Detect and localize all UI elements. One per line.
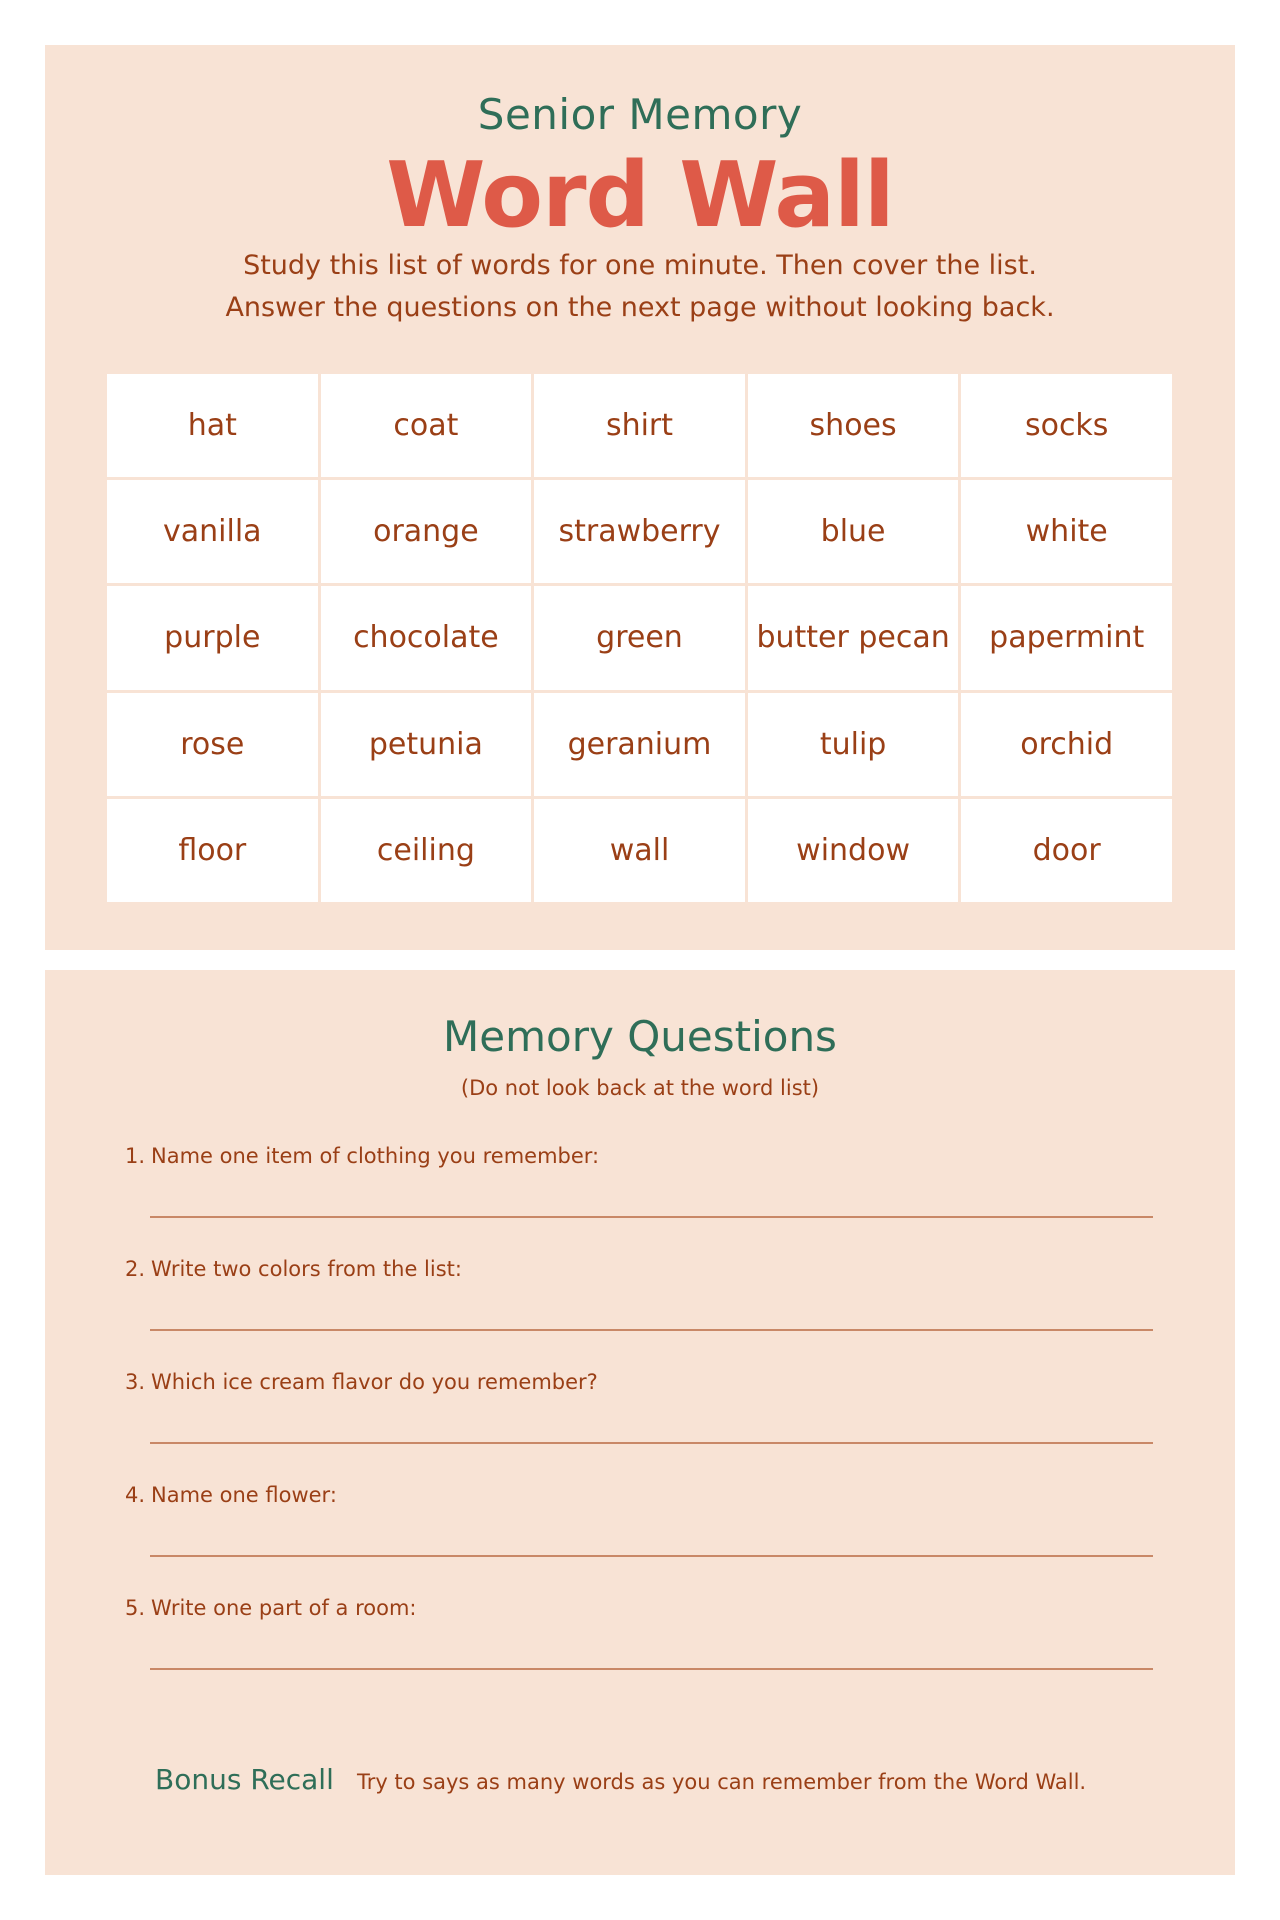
- word-cell: strawberry: [534, 480, 745, 583]
- answer-field-4[interactable]: [150, 1555, 1153, 1557]
- instructions: [45, 245, 1235, 329]
- answer-field-2[interactable]: [150, 1329, 1153, 1331]
- word-cell: orange: [321, 480, 532, 583]
- question-2: [125, 1257, 1155, 1357]
- word-cell: papermint: [961, 586, 1172, 689]
- word-cell: chocolate: [321, 586, 532, 689]
- question-3: [125, 1370, 1155, 1470]
- word-cell: window: [748, 799, 959, 902]
- word-cell: shoes: [748, 374, 959, 477]
- word-cell: door: [961, 799, 1172, 902]
- bonus-text: Try to says as many words as you can remember from the Word Wall.: [356, 1770, 1087, 1794]
- word-cell: tulip: [748, 693, 959, 796]
- instruction-line: Answer the questions on the next page without looking back.: [225, 292, 1055, 323]
- word-cell: butter pecan: [748, 586, 959, 689]
- word-cell: socks: [961, 374, 1172, 477]
- section-title: Memory Questions: [443, 1012, 837, 1061]
- question-number: 1.: [125, 1144, 146, 1168]
- kicker-title: Senior Memory: [477, 90, 803, 139]
- question-label: Write two colors from the list:: [151, 1257, 462, 1281]
- question-label: Write one part of a room:: [151, 1596, 417, 1620]
- word-cell: rose: [107, 693, 318, 796]
- word-wall-panel: [45, 45, 1235, 950]
- word-cell: orchid: [961, 693, 1172, 796]
- question-number: 3.: [125, 1370, 146, 1394]
- answer-field-1[interactable]: [150, 1216, 1153, 1218]
- question-number: 2.: [125, 1257, 146, 1281]
- memory-questions-panel: [45, 970, 1235, 1875]
- question-5: [125, 1596, 1155, 1696]
- question-1: [125, 1144, 1155, 1244]
- word-cell: white: [961, 480, 1172, 583]
- answer-field-5[interactable]: [150, 1668, 1153, 1670]
- question-number: 5.: [125, 1596, 146, 1620]
- question-label: Name one item of clothing you remember:: [151, 1144, 600, 1168]
- word-grid: [107, 374, 1172, 902]
- bonus-recall: [155, 1763, 1086, 1796]
- bonus-label: Bonus Recall: [155, 1763, 334, 1796]
- question-4: [125, 1483, 1155, 1583]
- instruction-line: Study this list of words for one minute. Then cover the list.: [243, 250, 1037, 281]
- word-cell: blue: [748, 480, 959, 583]
- question-number: 4.: [125, 1483, 146, 1507]
- question-label: Which ice cream flavor do you remember?: [151, 1370, 598, 1394]
- word-cell: floor: [107, 799, 318, 902]
- word-cell: hat: [107, 374, 318, 477]
- section-subtitle: (Do not look back at the word list): [460, 1076, 820, 1100]
- word-cell: green: [534, 586, 745, 689]
- word-cell: vanilla: [107, 480, 318, 583]
- word-cell: purple: [107, 586, 318, 689]
- word-cell: shirt: [534, 374, 745, 477]
- word-cell: petunia: [321, 693, 532, 796]
- question-label: Name one flower:: [151, 1483, 337, 1507]
- word-cell: geranium: [534, 693, 745, 796]
- word-cell: wall: [534, 799, 745, 902]
- word-cell: ceiling: [321, 799, 532, 902]
- word-cell: coat: [321, 374, 532, 477]
- page-title: Word Wall: [386, 143, 894, 248]
- answer-field-3[interactable]: [150, 1442, 1153, 1444]
